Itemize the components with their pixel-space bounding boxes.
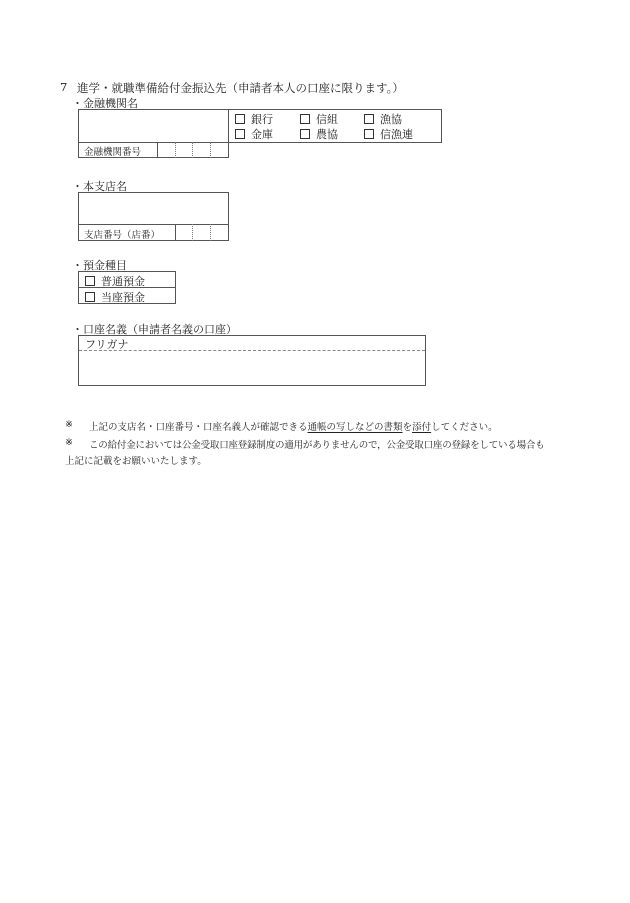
section-title: 進学・就職準備給付金振込先（申請者本人の口座に限ります。） [77,81,404,95]
note-1-text: を [402,422,413,433]
holder-name-input[interactable] [80,352,424,384]
furigana-label: フリガナ [85,338,129,351]
note-1-underline: 添付 [412,422,432,433]
bank-type-bank[interactable]: 銀行 [235,111,273,127]
bank-type-kinko[interactable]: 金庫 [235,126,273,142]
checkbox-icon[interactable] [300,129,310,139]
checkbox-icon[interactable] [300,114,310,124]
deposit-option-ordinary[interactable]: 普通預金 [85,273,145,289]
bank-name-label: ・金融機関名 [72,97,138,110]
note-1-text: してください。 [431,422,498,433]
bank-code-digit-4[interactable] [211,143,227,157]
note-1-underline: 書類 [383,422,403,433]
deposit-label: ・預金種目 [72,259,127,272]
branch-code-digit-3[interactable] [211,225,227,240]
bank-code-label: 金融機関番号 [84,147,142,158]
note-2-line-2: 上記に記載をお願いいたします。 [65,456,207,467]
furigana-input[interactable] [140,336,420,349]
note-1 [89,419,498,433]
bank-name-input[interactable] [78,109,229,143]
bank-type-shinkumi[interactable]: 信組 [300,111,338,127]
bank-type-gyokyo[interactable]: 漁協 [364,111,402,127]
bank-code-digit-1[interactable] [158,143,174,157]
bank-type-nokyo[interactable]: 農協 [300,126,338,142]
furigana-divider [79,350,425,351]
checkbox-icon[interactable] [85,276,95,286]
bank-type-shingyoren[interactable]: 信漁連 [364,126,413,142]
note-2-line-1: この給付金においては公金受取口座登録制度の適用がありませんので，公金受取口座の登録をしている場合も [89,440,545,451]
checkbox-icon[interactable] [364,114,374,124]
checkbox-icon[interactable] [235,114,245,124]
bank-code-digit-2[interactable] [176,143,192,157]
checkbox-icon[interactable] [235,129,245,139]
deposit-option-checking[interactable]: 当座預金 [85,289,145,305]
note-1-underline: 通帳の写しなどの [307,422,384,433]
branch-code-digit-1[interactable] [176,225,192,240]
note-1-mark: ※ [65,419,73,430]
branch-label: ・本支店名 [72,180,127,193]
note-2-mark: ※ [65,437,73,448]
branch-code-label: 支店番号（店番） [84,230,161,241]
holder-label: ・口座名義（申請者名義の口座） [72,323,237,336]
section-number: 7 [60,80,68,94]
branch-code-digit-2[interactable] [193,225,209,240]
checkbox-icon[interactable] [364,129,374,139]
bank-code-digit-3[interactable] [193,143,209,157]
checkbox-icon[interactable] [85,292,95,302]
note-1-text: 上記の支店名・口座番号・口座名義人が確認できる [89,422,308,433]
branch-name-input[interactable] [79,193,228,224]
